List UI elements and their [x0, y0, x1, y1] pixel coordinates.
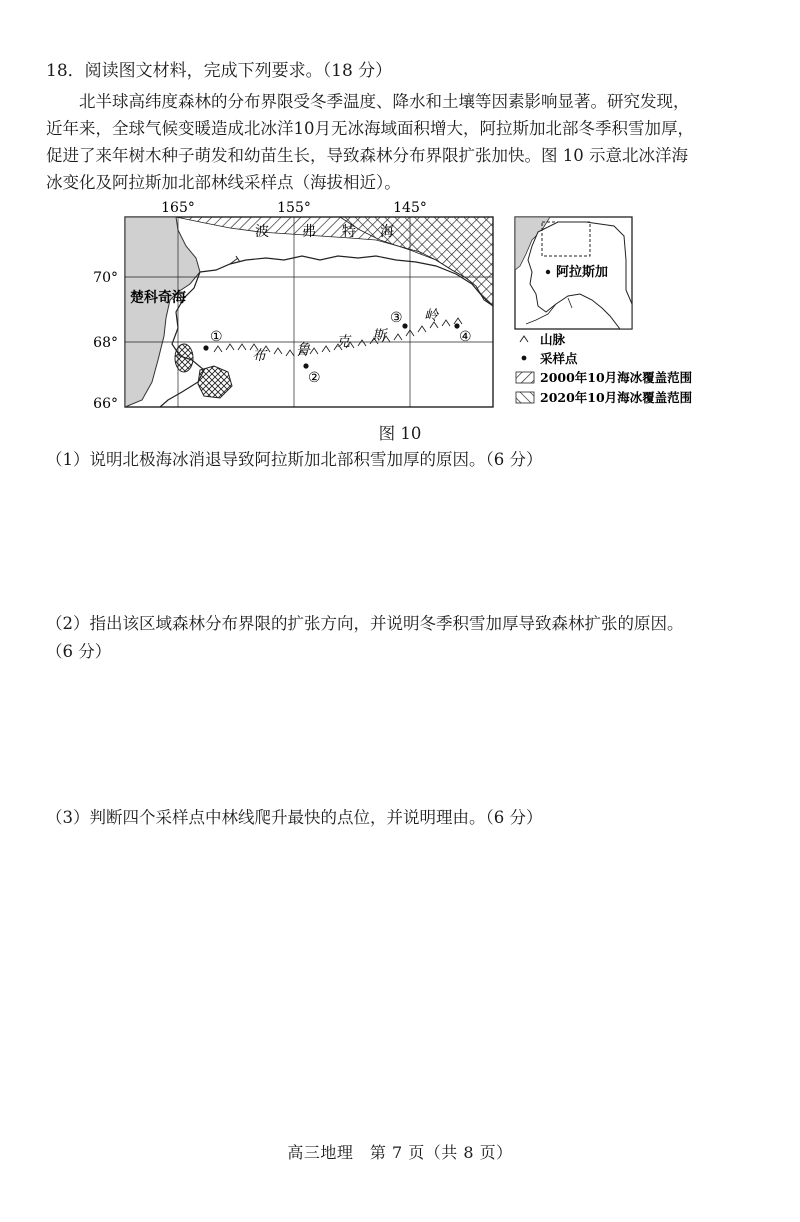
lon-label: 145° [393, 200, 427, 216]
sample-point-label: ① [210, 329, 223, 345]
subquestion-2-line: （2）指出该区域森林分布界限的扩张方向，并说明冬季积雪加厚导致森林扩张的原因。 [46, 614, 684, 633]
beaufort-label: 海 [380, 224, 394, 240]
lon-label: 165° [161, 200, 195, 216]
legend-ice2020-label: 2020年10月海冰覆盖范围 [540, 390, 693, 405]
material-line: 促进了来年树木种子萌发和幼苗生长，导致森林分布界限扩张加快。图 10 示意北冰洋海 [46, 146, 688, 165]
brooks-label: 克 [336, 334, 350, 350]
legend-mountain-label: 山脉 [540, 332, 566, 347]
alaska-label: 阿拉斯加 [556, 265, 609, 280]
material-line: 北半球高纬度森林的分布界限受冬季温度、降水和土壤等因素影响显著。研究发现， [79, 92, 690, 111]
sample-point-label: ③ [390, 310, 403, 326]
sample-point-label: ② [308, 370, 321, 386]
beaufort-label: 弗 [302, 224, 316, 240]
lon-label: 155° [277, 200, 311, 216]
subquestion-1: （1）说明北极海冰消退导致阿拉斯加北部积雪加厚的原因。（6 分） [46, 450, 543, 469]
legend [516, 332, 693, 405]
figure-10-map [80, 200, 720, 432]
chukchi-sea-label: 楚科奇海 [130, 290, 186, 306]
question-material [46, 88, 758, 196]
beaufort-label: 特 [342, 224, 356, 240]
subquestion-3: （3）判断四个采样点中林线爬升最快的点位，并说明理由。（6 分） [46, 808, 543, 827]
subquestion-2 [46, 610, 684, 666]
lat-label: 70° [93, 270, 118, 286]
inset-map [515, 217, 632, 329]
brooks-label: 布 [252, 348, 266, 364]
figure-caption: 图 10 [378, 424, 422, 443]
page-footer: 高三地理 第 7 页（共 8 页） [287, 1143, 513, 1162]
question-header: 18．阅读图文材料，完成下列要求。（18 分） [46, 61, 393, 81]
legend-sample-label: 采样点 [540, 351, 578, 366]
material-line: 冰变化及阿拉斯加北部林线采样点（海拔相近）。 [46, 173, 401, 192]
subquestion-2-line: （6 分） [46, 642, 112, 661]
legend-ice2000-label: 2000年10月海冰覆盖范围 [540, 370, 693, 385]
material-line: 近年来，全球气候变暖造成北冰洋10月无冰海域面积增大，阿拉斯加北部冬季积雪加厚， [46, 119, 694, 138]
brooks-label: 斯 [372, 328, 386, 344]
sample-point-label: ④ [459, 329, 472, 345]
brooks-label: 鲁 [296, 342, 310, 358]
brooks-label: 岭 [424, 308, 438, 324]
lat-label: 68° [93, 335, 118, 351]
lat-label: 66° [93, 396, 118, 412]
beaufort-label: 波 [255, 224, 269, 240]
